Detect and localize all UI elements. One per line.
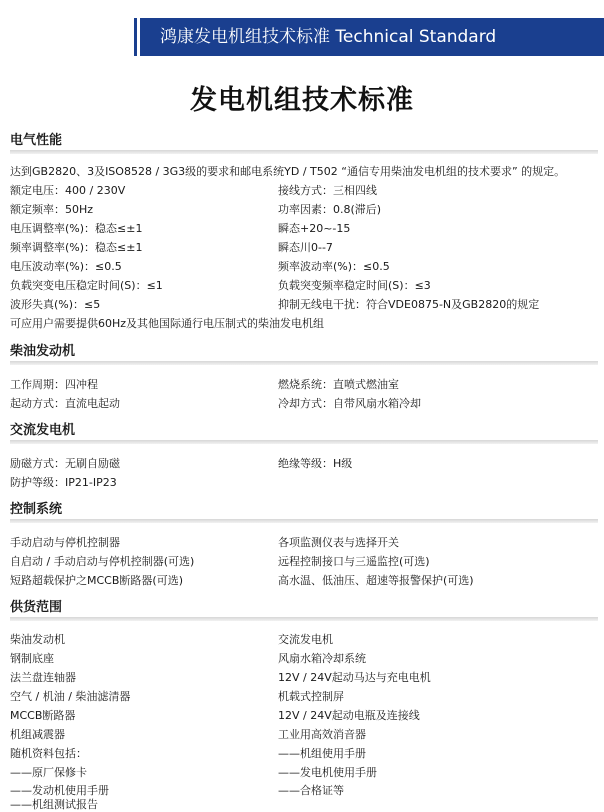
list-item: 钢制底座 xyxy=(10,652,54,665)
list-item: 交流发电机 xyxy=(278,633,333,646)
list-item: MCCB断路器 xyxy=(10,709,76,722)
spec-line: 负载突变频率稳定时间(S)：≤3 xyxy=(278,279,431,292)
list-item: 机载式控制屏 xyxy=(278,690,344,703)
spec-line: 起动方式：直流电起动 xyxy=(10,397,120,410)
spec-line: 工作周期：四冲程 xyxy=(10,378,98,391)
section-engine-header xyxy=(10,343,598,365)
spec-line: 燃烧系统：直喷式燃油室 xyxy=(278,378,399,391)
list-item: ——原厂保修卡 xyxy=(10,766,87,779)
spec-line: 绝缘等级：H级 xyxy=(278,457,353,470)
list-item: ——发电机使用手册 xyxy=(278,766,377,779)
list-item: 12V / 24V起动电瓶及连接线 xyxy=(278,709,420,722)
list-item: ——合格证等 xyxy=(278,784,344,797)
electrical-note: 可应用户需要提供60Hz及其他国际通行电压制式的柴油发电机组 xyxy=(10,317,325,330)
banner-accent xyxy=(134,18,137,56)
section-title: 交流发电机 xyxy=(10,423,76,438)
spec-line: 负载突变电压稳定时间(S)：≤1 xyxy=(10,279,163,292)
section-supply-header xyxy=(10,599,598,621)
section-title: 供货范围 xyxy=(10,600,63,615)
section-title: 柴油发动机 xyxy=(10,344,76,359)
list-item: ——机组使用手册 xyxy=(278,747,366,760)
spec-line: 瞬态川0--7 xyxy=(278,241,333,254)
spec-line: 防护等级：IP21-IP23 xyxy=(10,476,117,489)
section-title: 电气性能 xyxy=(10,133,63,148)
spec-line: 电压波动率(%)：≤0.5 xyxy=(10,260,122,273)
page-title: 发电机组技术标准 xyxy=(190,85,414,116)
electrical-intro: 达到GB2820、3及ISO8528 / 3G3级的要求和邮电系统YD / T502 “通信专用柴油发电机组的技术要求” 的规定。 xyxy=(10,165,566,178)
section-title: 控制系统 xyxy=(10,502,63,517)
list-item: 工业用高效消音器 xyxy=(278,728,366,741)
header-banner: 鸿康发电机组技术标准 Technical Standard xyxy=(140,18,604,56)
spec-line: 短路超载保护之MCCB断路器(可选) xyxy=(10,574,183,587)
spec-line: 额定电压：400 / 230V xyxy=(10,184,126,197)
spec-line: 各项监测仪表与选择开关 xyxy=(278,536,399,549)
spec-line: 励磁方式：无刷自励磁 xyxy=(10,457,120,470)
list-item: ——机组测试报告 xyxy=(10,798,98,811)
list-item: 空气 / 机油 / 柴油滤清器 xyxy=(10,690,131,703)
list-item: 机组减震器 xyxy=(10,728,65,741)
spec-line: 功率因素：0.8(滞后) xyxy=(278,203,382,216)
spec-line: 频率波动率(%)：≤0.5 xyxy=(278,260,390,273)
spec-line: 手动启动与停机控制器 xyxy=(10,536,120,549)
spec-line: 接线方式：三相四线 xyxy=(278,184,377,197)
list-item: 风扇水箱冷却系统 xyxy=(278,652,366,665)
spec-line: 冷却方式：自带风扇水箱冷却 xyxy=(278,397,421,410)
spec-line: 波形失真(%)：≤5 xyxy=(10,298,101,311)
section-control-header xyxy=(10,501,598,523)
spec-line: 抑制无线电干扰：符合VDE0875-N及GB2820的规定 xyxy=(278,298,540,311)
spec-line: 频率调整率(%)：稳态≤±1 xyxy=(10,241,143,254)
spec-line: 瞬态+20~-15 xyxy=(278,222,351,235)
section-alternator-header xyxy=(10,422,598,444)
spec-line: 额定频率：50Hz xyxy=(10,203,94,216)
spec-line: 电压调整率(%)：稳态≤±1 xyxy=(10,222,143,235)
list-item: ——发动机使用手册 xyxy=(10,784,109,797)
list-item: 随机资料包括： xyxy=(10,747,87,760)
list-item: 12V / 24V起动马达与充电电机 xyxy=(278,671,431,684)
section-electrical-header xyxy=(10,132,598,154)
spec-line: 高水温、低油压、超速等报警保护(可选) xyxy=(278,574,474,587)
spec-line: 远程控制接口与三遥监控(可选) xyxy=(278,555,430,568)
list-item: 柴油发动机 xyxy=(10,633,65,646)
spec-line: 自启动 / 手动启动与停机控制器(可选) xyxy=(10,555,195,568)
list-item: 法兰盘连轴器 xyxy=(10,671,76,684)
